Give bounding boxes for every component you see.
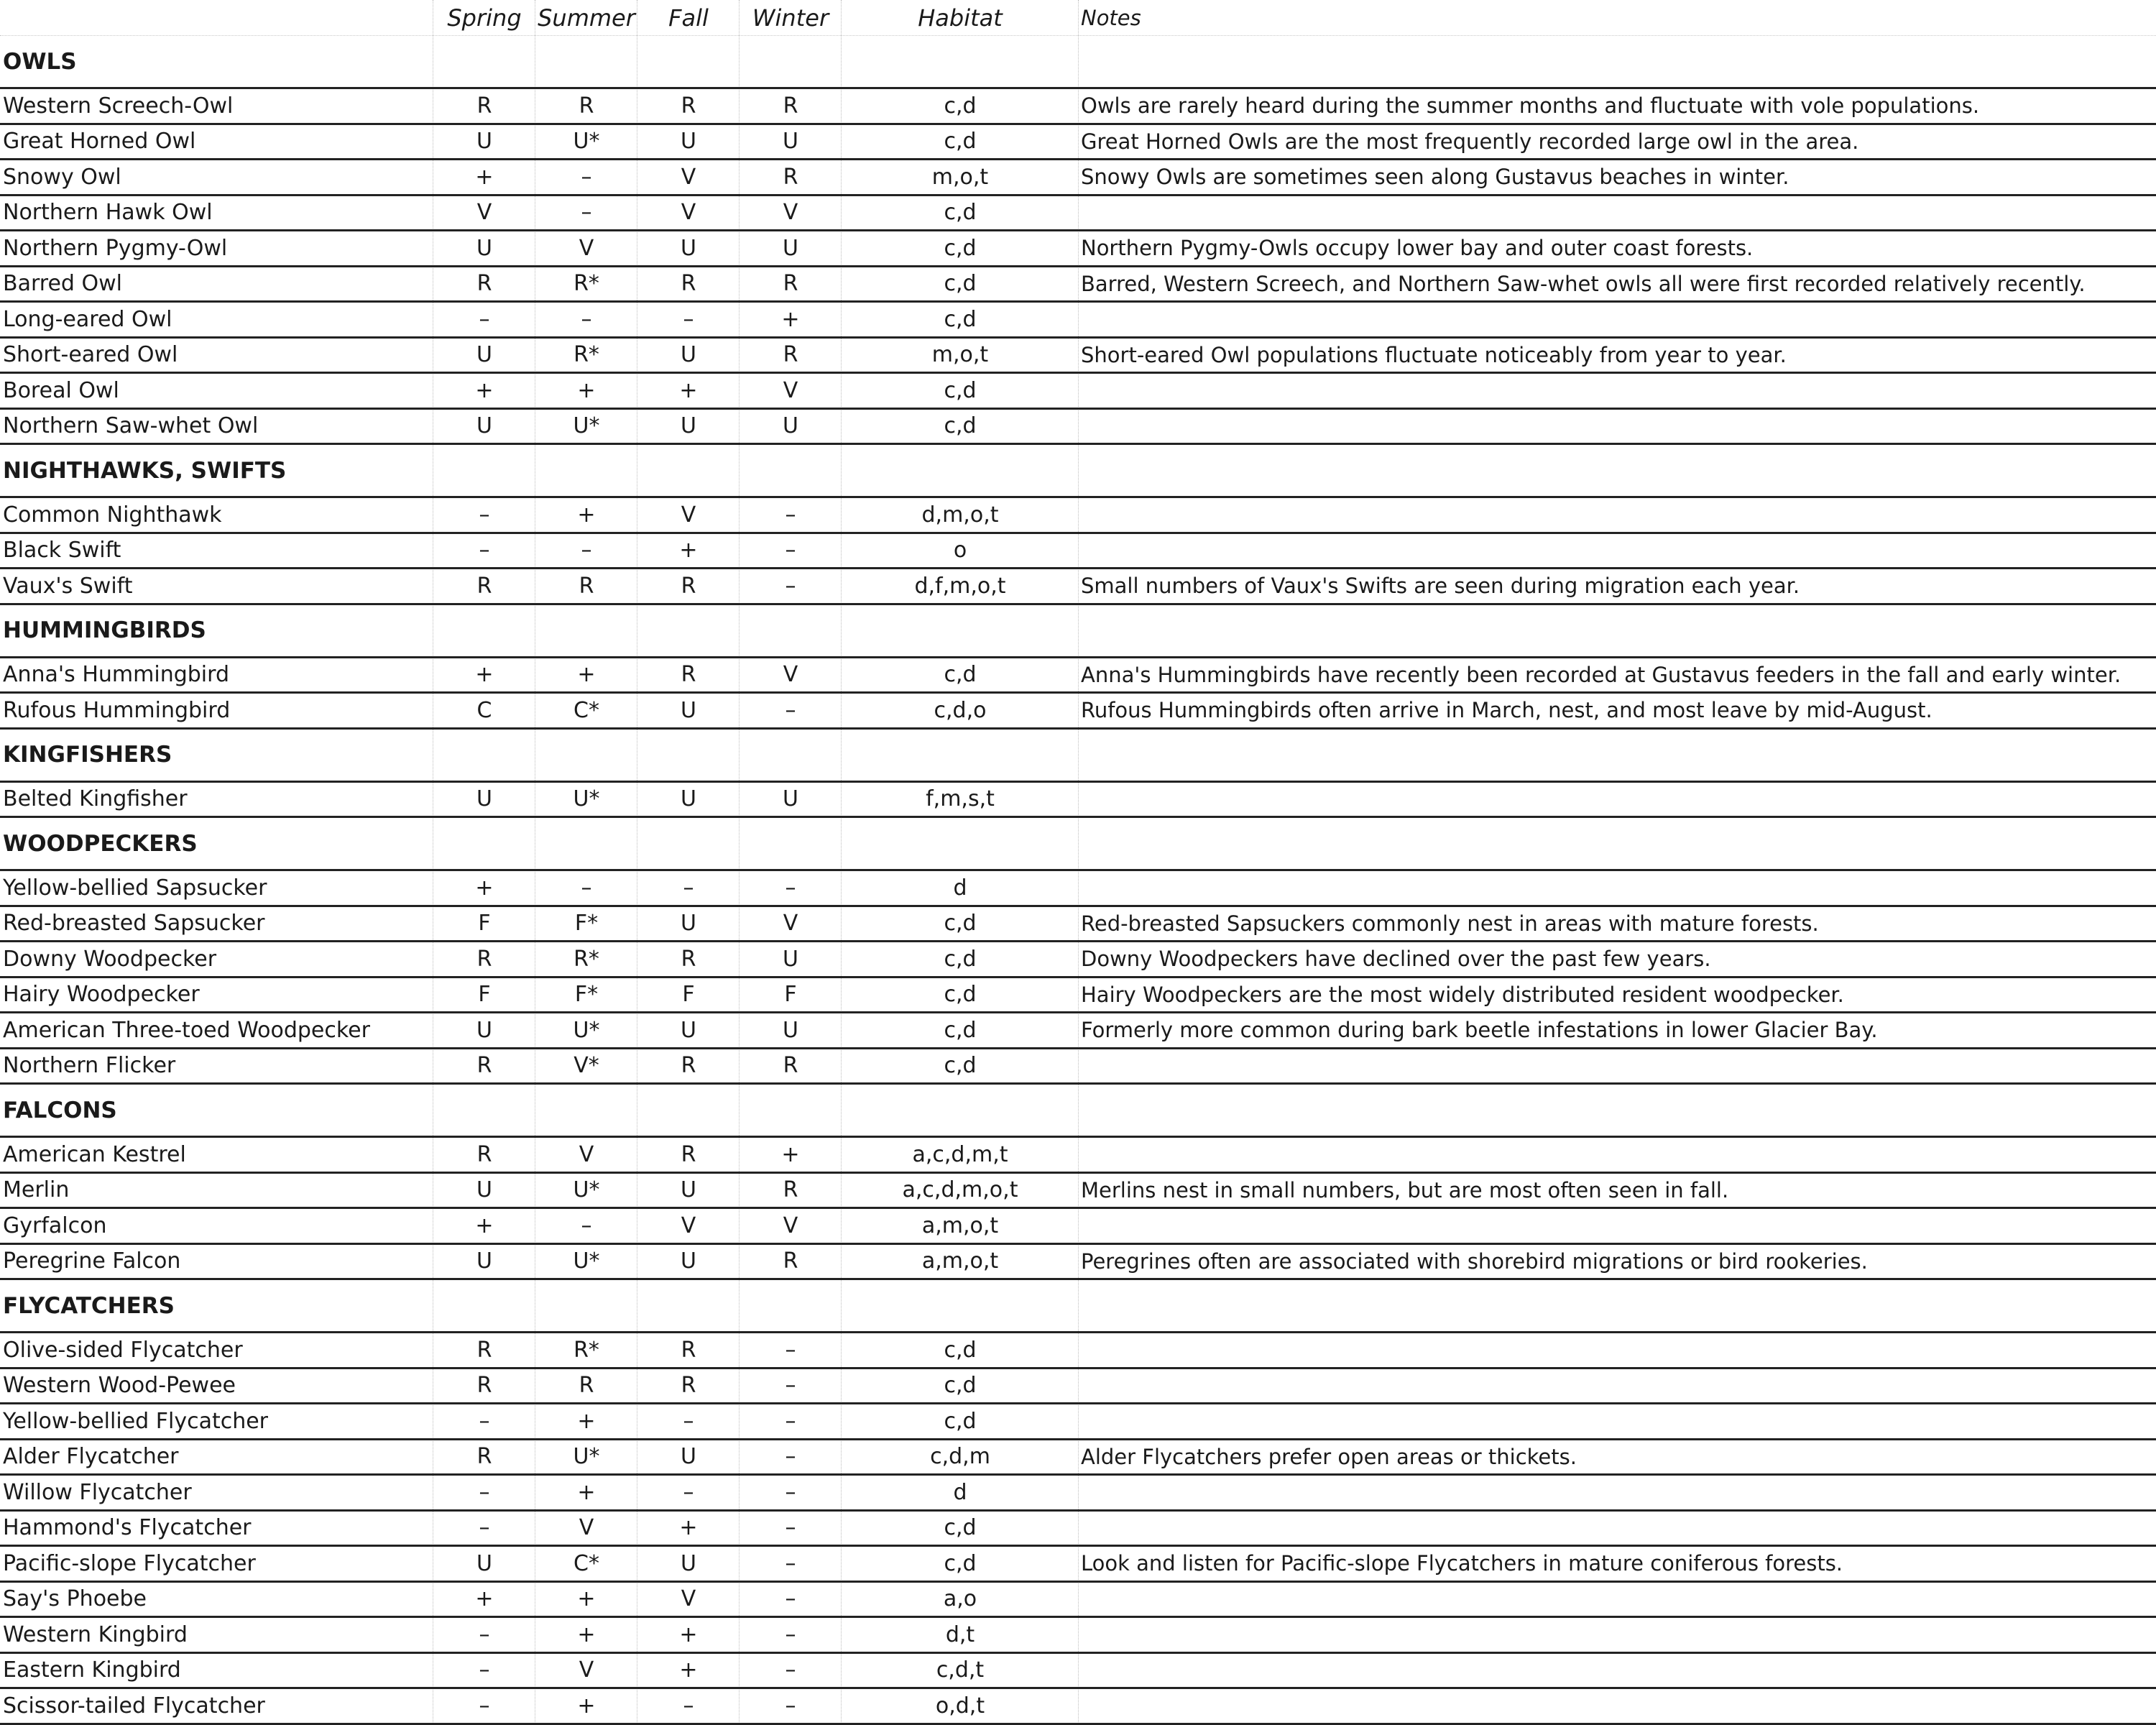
- species-name: Northern Saw-whet Owl: [3, 413, 259, 439]
- summer-status: R: [579, 573, 594, 599]
- habitat-codes: a,m,o,t: [921, 1248, 999, 1274]
- fall-status: R: [681, 573, 696, 599]
- summer-status: +: [577, 502, 596, 528]
- species-name: Short-eared Owl: [3, 342, 178, 368]
- habitat-codes: c,d: [944, 306, 977, 332]
- habitat-codes: c,d,m: [930, 1444, 990, 1470]
- habitat-codes: c,d: [944, 200, 977, 226]
- header-fall: Fall: [668, 4, 709, 32]
- notes-text: Northern Pygmy-Owls occupy lower bay and outer coast forests.: [1081, 236, 1754, 261]
- summer-status: +: [577, 1693, 596, 1719]
- table-row: [0, 374, 2156, 410]
- summer-status: +: [577, 1479, 596, 1505]
- section-header-row: [0, 445, 2156, 498]
- winter-status: V: [783, 1213, 798, 1238]
- section-title: NIGHTHAWKS, SWIFTS: [3, 457, 287, 484]
- habitat-codes: c,d: [944, 1408, 977, 1434]
- spring-status: +: [475, 875, 494, 901]
- fall-status: V: [681, 1586, 696, 1612]
- table-row: [0, 89, 2156, 125]
- spring-status: +: [475, 377, 494, 403]
- section-title: FALCONS: [3, 1097, 117, 1123]
- table-row: [0, 694, 2156, 730]
- habitat-codes: c,d,t: [936, 1657, 985, 1683]
- spring-status: U: [476, 786, 492, 812]
- fall-status: –: [683, 1479, 694, 1505]
- winter-status: R: [783, 1053, 798, 1079]
- fall-status: R: [681, 662, 696, 688]
- section-title: FLYCATCHERS: [3, 1292, 175, 1319]
- table-row: [0, 1583, 2156, 1619]
- table-row: [0, 1049, 2156, 1085]
- habitat-codes: a,c,d,m,t: [912, 1141, 1008, 1167]
- species-name: Hairy Woodpecker: [3, 982, 200, 1008]
- habitat-codes: d,m,o,t: [921, 502, 999, 528]
- table-row: [0, 1512, 2156, 1547]
- fall-status: +: [679, 1515, 698, 1541]
- species-name: Black Swift: [3, 538, 121, 564]
- winter-status: –: [785, 875, 796, 901]
- spring-status: R: [476, 1373, 492, 1399]
- species-name: American Three-toed Woodpecker: [3, 1017, 370, 1043]
- fall-status: R: [681, 1373, 696, 1399]
- fall-status: U: [681, 1550, 696, 1576]
- species-name: Anna's Hummingbird: [3, 662, 229, 688]
- species-name: Peregrine Falcon: [3, 1248, 181, 1274]
- fall-status: U: [681, 129, 696, 155]
- notes-text: Downy Woodpeckers have declined over the past few years.: [1081, 947, 1711, 972]
- summer-status: –: [581, 875, 592, 901]
- species-name: Yellow-bellied Flycatcher: [3, 1408, 269, 1434]
- spring-status: U: [476, 413, 492, 439]
- habitat-codes: m,o,t: [931, 164, 989, 190]
- table-row: [0, 534, 2156, 570]
- summer-status: R*: [573, 342, 599, 368]
- table-row: [0, 658, 2156, 694]
- summer-status: –: [581, 200, 592, 226]
- fall-status: V: [681, 164, 696, 190]
- species-name: Hammond's Flycatcher: [3, 1515, 252, 1541]
- winter-status: U: [783, 235, 798, 261]
- table-row: [0, 498, 2156, 534]
- species-name: Common Nighthawk: [3, 502, 222, 528]
- species-name: Merlin: [3, 1177, 70, 1203]
- summer-status: C*: [573, 1550, 599, 1576]
- summer-status: R*: [573, 946, 599, 972]
- notes-text: Hairy Woodpeckers are the most widely distributed resident woodpecker.: [1081, 982, 1844, 1007]
- habitat-codes: o: [953, 538, 967, 564]
- habitat-codes: c,d: [944, 129, 977, 155]
- notes-text: Look and listen for Pacific-slope Flycatchers in mature coniferous forests.: [1081, 1551, 1843, 1576]
- table-row: [0, 267, 2156, 303]
- fall-status: U: [681, 342, 696, 368]
- winter-status: U: [783, 1017, 798, 1043]
- species-name: Scissor-tailed Flycatcher: [3, 1693, 265, 1719]
- winter-status: –: [785, 1586, 796, 1612]
- habitat-codes: c,d,o: [934, 697, 987, 723]
- header-winter: Winter: [752, 4, 829, 32]
- spring-status: R: [476, 271, 492, 297]
- spring-status: +: [475, 1586, 494, 1612]
- fall-status: –: [683, 875, 694, 901]
- winter-status: +: [781, 1141, 800, 1167]
- habitat-codes: c,d: [944, 1550, 977, 1576]
- section-title: WOODPECKERS: [3, 830, 198, 857]
- species-name: Say's Phoebe: [3, 1586, 147, 1612]
- species-name: Willow Flycatcher: [3, 1479, 192, 1505]
- species-name: Snowy Owl: [3, 164, 121, 190]
- species-name: Northern Pygmy-Owl: [3, 235, 228, 261]
- table-row: [0, 196, 2156, 232]
- notes-text: Snowy Owls are sometimes seen along Gustavus beaches in winter.: [1081, 165, 1789, 190]
- section-title: KINGFISHERS: [3, 742, 172, 768]
- summer-status: U*: [573, 1177, 600, 1203]
- fall-status: R: [681, 1141, 696, 1167]
- summer-status: F*: [574, 911, 599, 937]
- winter-status: R: [783, 271, 798, 297]
- summer-status: +: [577, 1586, 596, 1612]
- species-name: Rufous Hummingbird: [3, 697, 231, 723]
- notes-text: Red-breasted Sapsuckers commonly nest in areas with mature forests.: [1081, 911, 1819, 936]
- habitat-codes: c,d: [944, 1017, 977, 1043]
- spring-status: –: [479, 502, 490, 528]
- notes-text: Owls are rarely heard during the summer months and fluctuate with vole populations.: [1081, 93, 1980, 119]
- spring-status: R: [476, 573, 492, 599]
- habitat-codes: c,d: [944, 235, 977, 261]
- table-row: [0, 907, 2156, 943]
- fall-status: +: [679, 377, 698, 403]
- table-row: [0, 1547, 2156, 1583]
- table-row: [0, 1013, 2156, 1049]
- summer-status: U*: [573, 413, 600, 439]
- winter-status: V: [783, 200, 798, 226]
- spring-status: U: [476, 1550, 492, 1576]
- notes-text: Formerly more common during bark beetle infestations in lower Glacier Bay.: [1081, 1018, 1878, 1043]
- section-header-row: [0, 36, 2156, 89]
- winter-status: –: [785, 1337, 796, 1363]
- winter-status: R: [783, 164, 798, 190]
- winter-status: V: [783, 662, 798, 688]
- table-row: [0, 231, 2156, 267]
- table-row: [0, 783, 2156, 819]
- species-name: Northern Flicker: [3, 1053, 176, 1079]
- fall-status: V: [681, 502, 696, 528]
- habitat-codes: o,d,t: [935, 1693, 985, 1719]
- summer-status: –: [581, 306, 592, 332]
- habitat-codes: d,f,m,o,t: [914, 573, 1006, 599]
- spring-status: –: [479, 1657, 490, 1683]
- spring-status: R: [476, 946, 492, 972]
- winter-status: –: [785, 1515, 796, 1541]
- winter-status: R: [783, 93, 798, 119]
- spring-status: U: [476, 1248, 492, 1274]
- section-header-row: [0, 730, 2156, 783]
- summer-status: +: [577, 1408, 596, 1434]
- habitat-codes: d,t: [945, 1622, 975, 1647]
- winter-status: –: [785, 1550, 796, 1576]
- fall-status: R: [681, 93, 696, 119]
- summer-status: U*: [573, 1017, 600, 1043]
- species-name: Western Screech-Owl: [3, 93, 234, 119]
- notes-text: Anna's Hummingbirds have recently been recorded at Gustavus feeders in the fall and early winter.: [1081, 662, 2122, 687]
- winter-status: U: [783, 129, 798, 155]
- habitat-codes: c,d: [944, 271, 977, 297]
- habitat-codes: m,o,t: [931, 342, 989, 368]
- species-name: Western Kingbird: [3, 1622, 188, 1647]
- winter-status: +: [781, 306, 800, 332]
- fall-status: U: [681, 697, 696, 723]
- notes-text: Merlins nest in small numbers, but are most often seen in fall.: [1081, 1177, 1729, 1202]
- table-row: [0, 871, 2156, 907]
- table-row: [0, 339, 2156, 374]
- winter-status: R: [783, 1248, 798, 1274]
- habitat-codes: a,o: [943, 1586, 977, 1612]
- column-header-row: [0, 0, 2156, 36]
- table-row: [0, 1440, 2156, 1476]
- summer-status: –: [581, 538, 592, 564]
- notes-text: Peregrines often are associated with shorebird migrations or bird rookeries.: [1081, 1248, 1868, 1274]
- summer-status: U*: [573, 129, 600, 155]
- spring-status: –: [479, 1515, 490, 1541]
- spring-status: U: [476, 1177, 492, 1203]
- spring-status: F: [478, 911, 491, 937]
- summer-status: V: [579, 1657, 594, 1683]
- species-name: Great Horned Owl: [3, 129, 196, 155]
- fall-status: V: [681, 200, 696, 226]
- spring-status: –: [479, 1408, 490, 1434]
- summer-status: R: [579, 93, 594, 119]
- winter-status: –: [785, 1693, 796, 1719]
- spring-status: R: [476, 1141, 492, 1167]
- species-name: Red-breasted Sapsucker: [3, 911, 265, 937]
- spring-status: F: [478, 982, 491, 1008]
- summer-status: –: [581, 1213, 592, 1238]
- fall-status: –: [683, 1408, 694, 1434]
- fall-status: +: [679, 1657, 698, 1683]
- spring-status: +: [475, 662, 494, 688]
- fall-status: R: [681, 1337, 696, 1363]
- table-row: [0, 1618, 2156, 1654]
- spring-status: +: [475, 1213, 494, 1238]
- winter-status: –: [785, 573, 796, 599]
- species-name: Vaux's Swift: [3, 573, 133, 599]
- spring-status: R: [476, 93, 492, 119]
- fall-status: R: [681, 1053, 696, 1079]
- header-habitat: Habitat: [918, 4, 1003, 32]
- summer-status: U*: [573, 786, 600, 812]
- winter-status: –: [785, 697, 796, 723]
- table-row: [0, 1333, 2156, 1369]
- species-name: Olive-sided Flycatcher: [3, 1337, 243, 1363]
- fall-status: R: [681, 271, 696, 297]
- table-row: [0, 1138, 2156, 1174]
- table-row: [0, 1654, 2156, 1690]
- summer-status: U*: [573, 1248, 600, 1274]
- summer-status: V: [579, 1515, 594, 1541]
- summer-status: –: [581, 164, 592, 190]
- habitat-codes: d: [953, 1479, 967, 1505]
- habitat-codes: c,d: [944, 1053, 977, 1079]
- habitat-codes: a,m,o,t: [921, 1213, 999, 1238]
- summer-status: C*: [573, 697, 599, 723]
- fall-status: –: [683, 1693, 694, 1719]
- habitat-codes: c,d: [944, 946, 977, 972]
- section-header-row: [0, 818, 2156, 871]
- table-row: [0, 1209, 2156, 1245]
- summer-status: V*: [573, 1053, 599, 1079]
- summer-status: +: [577, 377, 596, 403]
- spring-status: –: [479, 306, 490, 332]
- habitat-codes: c,d: [944, 982, 977, 1008]
- species-name: Boreal Owl: [3, 377, 119, 403]
- fall-status: U: [681, 786, 696, 812]
- winter-status: U: [783, 786, 798, 812]
- notes-text: Great Horned Owls are the most frequently recorded large owl in the area.: [1081, 129, 1859, 154]
- habitat-codes: c,d: [944, 1373, 977, 1399]
- species-name: Gyrfalcon: [3, 1213, 107, 1238]
- species-name: Downy Woodpecker: [3, 946, 217, 972]
- table-row: [0, 978, 2156, 1014]
- summer-status: V: [579, 1141, 594, 1167]
- habitat-codes: c,d: [944, 93, 977, 119]
- winter-status: –: [785, 502, 796, 528]
- fall-status: R: [681, 946, 696, 972]
- spring-status: R: [476, 1444, 492, 1470]
- section-title: HUMMINGBIRDS: [3, 617, 206, 643]
- habitat-codes: d: [953, 875, 967, 901]
- fall-status: U: [681, 1177, 696, 1203]
- notes-text: Barred, Western Screech, and Northern Saw-whet owls all were first recorded relatively recently.: [1081, 271, 2086, 296]
- table-row: [0, 160, 2156, 196]
- spring-status: R: [476, 1053, 492, 1079]
- species-name: Northern Hawk Owl: [3, 200, 213, 226]
- habitat-codes: c,d: [944, 911, 977, 937]
- table-row: [0, 125, 2156, 161]
- spring-status: U: [476, 342, 492, 368]
- winter-status: V: [783, 911, 798, 937]
- table-row: [0, 1369, 2156, 1405]
- header-notes: Notes: [1081, 5, 1141, 30]
- spring-status: –: [479, 538, 490, 564]
- fall-status: –: [683, 306, 694, 332]
- spring-status: C: [476, 697, 492, 723]
- species-name: Belted Kingfisher: [3, 786, 188, 812]
- fall-status: U: [681, 1248, 696, 1274]
- winter-status: –: [785, 1479, 796, 1505]
- table-row: [0, 1245, 2156, 1281]
- winter-status: U: [783, 413, 798, 439]
- habitat-codes: c,d: [944, 377, 977, 403]
- fall-status: V: [681, 1213, 696, 1238]
- notes-text: Small numbers of Vaux's Swifts are seen during migration each year.: [1081, 574, 1800, 599]
- fall-status: U: [681, 1444, 696, 1470]
- species-name: Western Wood-Pewee: [3, 1373, 236, 1399]
- notes-text: Alder Flycatchers prefer open areas or thickets.: [1081, 1444, 1577, 1469]
- summer-status: U*: [573, 1444, 600, 1470]
- spring-status: –: [479, 1693, 490, 1719]
- fall-status: +: [679, 538, 698, 564]
- fall-status: +: [679, 1622, 698, 1647]
- summer-status: R: [579, 1373, 594, 1399]
- winter-status: U: [783, 946, 798, 972]
- species-name: Pacific-slope Flycatcher: [3, 1550, 256, 1576]
- spring-status: –: [479, 1479, 490, 1505]
- spring-status: U: [476, 129, 492, 155]
- section-header-row: [0, 605, 2156, 658]
- winter-status: F: [784, 982, 797, 1008]
- spring-status: –: [479, 1622, 490, 1647]
- summer-status: V: [579, 235, 594, 261]
- species-name: Yellow-bellied Sapsucker: [3, 875, 267, 901]
- section-header-row: [0, 1085, 2156, 1138]
- notes-text: Rufous Hummingbirds often arrive in March, nest, and most leave by mid-August.: [1081, 698, 1932, 723]
- habitat-codes: a,c,d,m,o,t: [902, 1177, 1018, 1203]
- habitat-codes: c,d: [944, 413, 977, 439]
- habitat-codes: c,d: [944, 662, 977, 688]
- species-name: Alder Flycatcher: [3, 1444, 179, 1470]
- winter-status: –: [785, 1373, 796, 1399]
- winter-status: –: [785, 1657, 796, 1683]
- table-row: [0, 569, 2156, 605]
- spring-status: +: [475, 164, 494, 190]
- winter-status: –: [785, 538, 796, 564]
- table-row: [0, 303, 2156, 339]
- fall-status: F: [682, 982, 695, 1008]
- header-summer: Summer: [538, 4, 635, 32]
- species-name: Barred Owl: [3, 271, 122, 297]
- section-title: OWLS: [3, 48, 77, 75]
- winter-status: –: [785, 1408, 796, 1434]
- summer-status: R*: [573, 1337, 599, 1363]
- winter-status: –: [785, 1444, 796, 1470]
- spring-status: U: [476, 235, 492, 261]
- notes-text: Short-eared Owl populations fluctuate noticeably from year to year.: [1081, 342, 1787, 367]
- table-row: [0, 1174, 2156, 1210]
- winter-status: –: [785, 1622, 796, 1647]
- table-row: [0, 942, 2156, 978]
- summer-status: +: [577, 662, 596, 688]
- summer-status: R*: [573, 271, 599, 297]
- species-name: Long-eared Owl: [3, 306, 172, 332]
- species-name: Eastern Kingbird: [3, 1657, 181, 1683]
- winter-status: R: [783, 342, 798, 368]
- habitat-codes: c,d: [944, 1337, 977, 1363]
- habitat-codes: c,d: [944, 1515, 977, 1541]
- spring-status: V: [476, 200, 492, 226]
- fall-status: U: [681, 235, 696, 261]
- fall-status: U: [681, 413, 696, 439]
- species-name: American Kestrel: [3, 1141, 186, 1167]
- habitat-codes: f,m,s,t: [926, 786, 995, 812]
- summer-status: F*: [574, 982, 599, 1008]
- spring-status: U: [476, 1017, 492, 1043]
- table-row: [0, 410, 2156, 446]
- winter-status: R: [783, 1177, 798, 1203]
- fall-status: U: [681, 911, 696, 937]
- table-row: [0, 1689, 2156, 1725]
- table-row: [0, 1404, 2156, 1440]
- winter-status: V: [783, 377, 798, 403]
- section-header-row: [0, 1280, 2156, 1333]
- table-row: [0, 1476, 2156, 1512]
- header-spring: Spring: [447, 4, 522, 32]
- fall-status: U: [681, 1017, 696, 1043]
- summer-status: +: [577, 1622, 596, 1647]
- spring-status: R: [476, 1337, 492, 1363]
